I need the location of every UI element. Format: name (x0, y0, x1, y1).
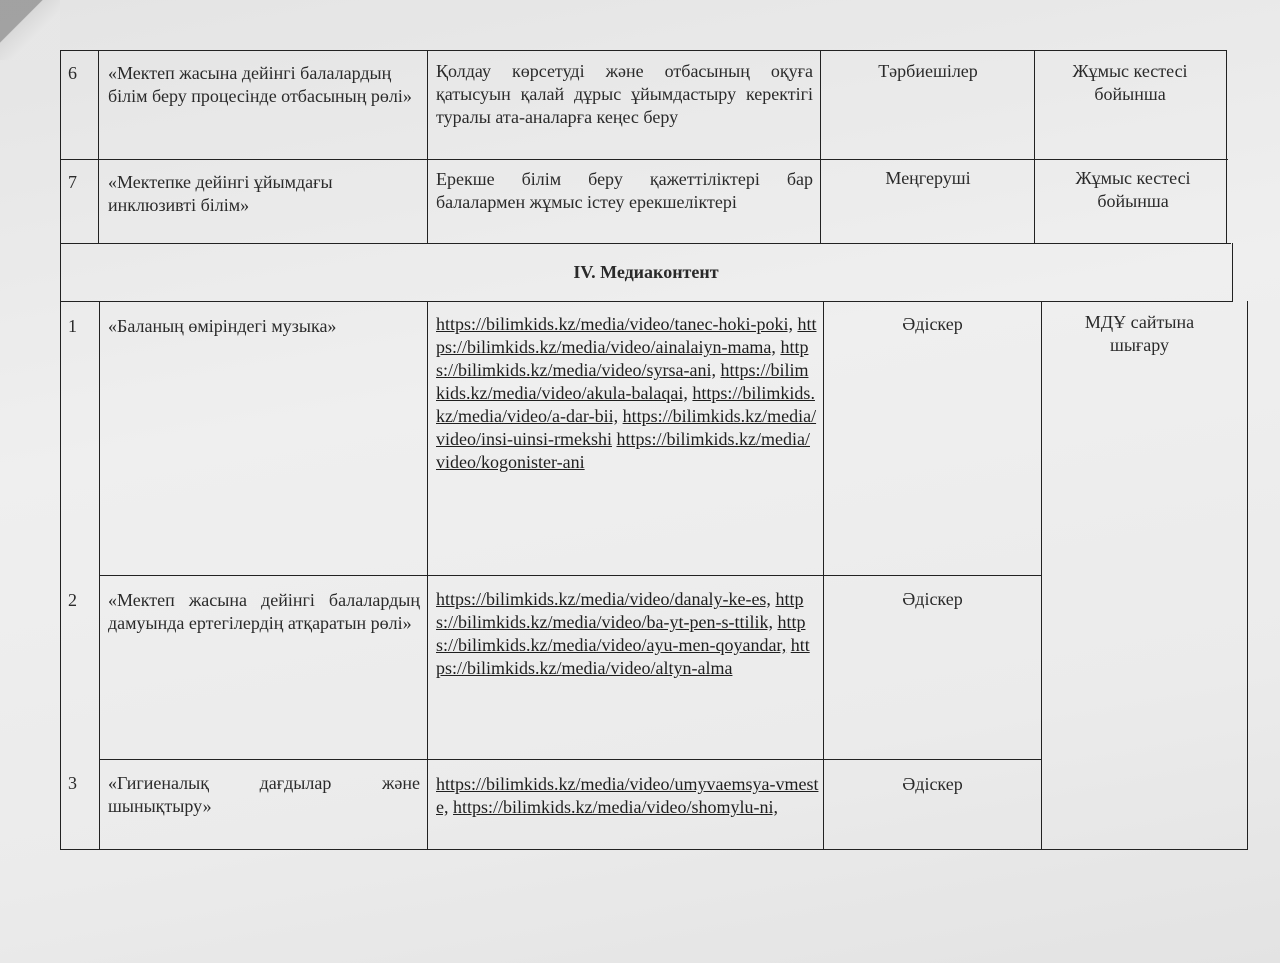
row-responsible: Әдіскер (902, 314, 963, 334)
row-responsible: Меңгеруші (885, 168, 971, 188)
video-link[interactable]: https://bilimkids.kz/media/video/danaly-ke-es, (436, 589, 771, 609)
row-topic: «Гигиеналық дағдылар және шынықтыру» (108, 773, 420, 816)
video-link[interactable]: https://bilimkids.kz/media/video/a-dar-bii, (436, 383, 815, 426)
row-content: Ерекше білім беру қажеттіліктері бар балалармен жұмыс істеу ерекшеліктері (436, 169, 813, 212)
video-link[interactable]: https://bilimkids.kz/media/video/kogonister-ani (436, 429, 810, 472)
row-number: 2 (68, 590, 77, 610)
links-list (436, 773, 819, 819)
row-responsible: Әдіскер (902, 774, 963, 794)
section-title: IV. Медиаконтент (573, 261, 719, 282)
row-deadline: Жұмыс кестесі бойынша (1075, 168, 1191, 211)
video-link[interactable]: https://bilimkids.kz/media/video/ayu-men-qoyandar, (436, 612, 806, 655)
row-responsible: Әдіскер (902, 589, 963, 609)
row-number: 6 (68, 63, 77, 83)
video-link[interactable]: https://bilimkids.kz/media/video/syrsa-ani, (436, 337, 809, 380)
row-deadline: Жұмыс кестесі бойынша (1072, 61, 1188, 104)
video-link[interactable]: https://bilimkids.kz/media/video/ba-yt-pen-s-ttilik, (436, 589, 804, 632)
page-corner-shadow (0, 0, 60, 60)
video-link[interactable]: https://bilimkids.kz/media/video/tanec-hoki-poki, (436, 314, 793, 334)
row-number: 1 (68, 316, 77, 336)
video-link[interactable]: https://bilimkids.kz/media/video/umyvaemsya-vmeste, (436, 774, 819, 817)
row-topic: «Баланың өміріндегі музыка» (108, 316, 337, 336)
row-topic: «Мектепке дейінгі ұйымдағы инклюзивті білім» (108, 172, 333, 215)
video-link[interactable]: https://bilimkids.kz/media/video/ainalaiyn-mama, (436, 314, 817, 357)
video-link[interactable]: https://bilimkids.kz/media/video/akula-balaqai, (436, 360, 809, 403)
row-topic: «Мектеп жасына дейінгі балалардың дамуында ертегілердің атқаратын рөлі» (108, 590, 420, 633)
media-deadline: МДҰ сайтына шығару (1084, 312, 1195, 355)
row-number: 7 (68, 172, 77, 192)
video-link[interactable]: https://bilimkids.kz/media/video/altyn-alma (436, 635, 810, 678)
video-link[interactable]: https://bilimkids.kz/media/video/insi-uinsi-rmekshi (436, 406, 817, 449)
row-number: 3 (68, 773, 77, 793)
links-list (436, 313, 817, 474)
links-list (436, 588, 817, 680)
row-content: Қолдау көрсетуді және отбасының оқуға қатысуын қалай дұрыс ұйымдастыру керектігі туралы ата-аналарға кеңес беру (436, 61, 813, 127)
video-link[interactable]: https://bilimkids.kz/media/video/shomylu-ni, (453, 797, 778, 817)
row-topic: «Мектеп жасына дейінгі балалардың білім беру процесінде отбасының рөлі» (108, 63, 412, 106)
row-responsible: Тәрбиешілер (878, 61, 978, 81)
